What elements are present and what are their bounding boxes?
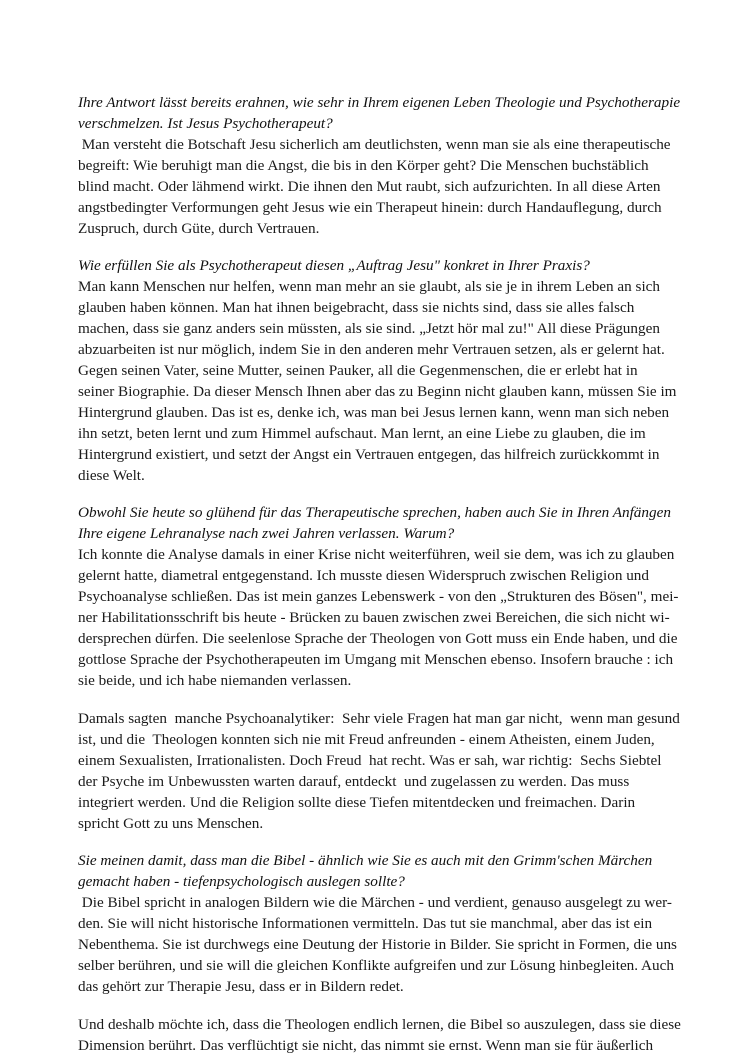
question-line: verschmelzen. Ist Jesus Psychotherapeut? — [78, 115, 333, 132]
answer-line: integriert werden. Und die Religion sollte diese Tiefen mitentdecken und freimachen. Darin — [78, 794, 636, 811]
answer-line: Hintergrund glauben. Das ist es, denke ich, was man bei Jesus lernen kann, wenn man sich neben — [78, 404, 670, 421]
answer-line: Nebenthema. Sie ist durchwegs eine Deutung der Historie in Bilder. Sie spricht in Formen, die uns — [78, 936, 677, 953]
answer-line: seiner Biographie. Da dieser Mensch Ihnen aber das zu Beginn nicht glauben kann, müssen Sie im — [78, 383, 677, 400]
answer-line: gelernt hatte, diametral entgegenstand. Ich musste diesen Widerspruch zwischen Religion und — [78, 567, 649, 584]
answer-line: sie beide, und ich habe niemanden verlassen. — [78, 672, 352, 689]
answer-4 — [78, 892, 718, 997]
question-4 — [78, 850, 718, 892]
question-2 — [78, 255, 718, 276]
answer-line: ihn setzt, beten lernt und zum Himmel aufschaut. Man lernt, an eine Liebe zu glauben, die im — [78, 425, 646, 442]
answer-line: der Psyche im Unbewussten warten darauf, entdeckt und zugelassen zu werden. Das muss — [78, 773, 630, 790]
question-3 — [78, 502, 718, 544]
answer-line: Ich konnte die Analyse damals in einer Krise nicht weiterführen, weil sie dem, was ich zu glauben — [78, 546, 675, 563]
question-line: Obwohl Sie heute so glühend für das Therapeutische sprechen, haben auch Sie in Ihren Anfängen — [78, 504, 671, 521]
answer-line: das gehört zur Therapie Jesu, dass er in Bildern redet. — [78, 978, 404, 995]
question-line: Ihre eigene Lehranalyse nach zwei Jahren verlassen. Warum? — [78, 525, 455, 542]
answer-line: Gegen seinen Vater, seine Mutter, seinen Pauker, all die Gegenmenschen, die er erlebt hat in — [78, 362, 638, 379]
answer-line: spricht Gott zu uns Menschen. — [78, 815, 264, 832]
answer-4-continued — [78, 1014, 718, 1056]
answer-line: dersprechen dürfen. Die seelenlose Sprache der Theologen von Gott muss ein Ende haben, und die — [78, 630, 678, 647]
answer-1 — [78, 134, 718, 239]
answer-line: Damals sagten manche Psychoanalytiker: Sehr viele Fragen hat man gar nicht, wenn man gesund — [78, 710, 680, 727]
answer-line: einem Sexualisten, Irrationalisten. Doch Freud hat recht. Was er sah, war richtig: Sechs Siebtel — [78, 752, 662, 769]
answer-line: angstbedingter Verformungen geht Jesus wie ein Therapeut hinein: durch Handauflegung, durch — [78, 199, 662, 216]
answer-line: machen, dass sie ganz anders sein müssten, als sie sind. „Jetzt hör mal zu!" All diese Prägungen — [78, 320, 660, 337]
answer-line: diese Welt. — [78, 467, 145, 484]
answer-line: Und deshalb möchte ich, dass die Theologen endlich lernen, die Bibel so auszulegen, dass sie diese — [78, 1016, 681, 1033]
answer-line: gottlose Sprache der Psychotherapeuten im Umgang mit Menschen ebenso. Insofern brauche : ich — [78, 651, 674, 668]
answer-line: Man versteht die Botschaft Jesu sicherlich am deutlichsten, wenn man sie als eine therapeutische — [78, 136, 671, 153]
question-line: Sie meinen damit, dass man die Bibel - ähnlich wie Sie es auch mit den Grimm'schen Märchen — [78, 852, 653, 869]
answer-2 — [78, 276, 718, 486]
answer-line: Dimension berührt. Das verflüchtigt sie nicht, das nimmt sie ernst. Wenn man sie für äußerlich — [78, 1037, 654, 1054]
answer-line: blind macht. Oder lähmend wirkt. Die ihnen den Mut raubt, sich aufzurichten. In all diese Arten — [78, 178, 661, 195]
answer-line: ist, und die Theologen konnten sich nie mit Freud anfreunden - einem Atheisten, einem Juden, — [78, 731, 655, 748]
answer-line: glauben haben können. Man hat ihnen beigebracht, dass sie nichts sind, dass sie alles falsch — [78, 299, 635, 316]
answer-3 — [78, 544, 718, 691]
question-line: gemacht haben - tiefenpsychologisch auslegen sollte? — [78, 873, 405, 890]
answer-line: den. Sie will nicht historische Informationen vermitteln. Das tut sie manchmal, aber das ist ein — [78, 915, 653, 932]
question-1 — [78, 92, 718, 134]
answer-line: begreift: Wie beruhigt man die Angst, die bis in den Körper geht? Die Menschen buchstäblich — [78, 157, 649, 174]
answer-line: Hintergrund existiert, und setzt der Angst ein Vertrauen entgegen, das hilfreich zurückkommt in — [78, 446, 660, 463]
question-line: Wie erfüllen Sie als Psychotherapeut diesen „Auftrag Jesu" konkret in Ihrer Praxis? — [78, 257, 590, 274]
answer-3-continued — [78, 708, 718, 834]
answer-line: Psychoanalyse schließen. Das ist mein ganzes Lebenswerk - von den „Strukturen des Bösen", mei- — [78, 588, 679, 605]
question-line: Ihre Antwort lässt bereits erahnen, wie sehr in Ihrem eigenen Leben Theologie und Psychotherapie — [78, 94, 681, 111]
answer-line: Man kann Menschen nur helfen, wenn man mehr an sie glaubt, als sie je in ihrem Leben an sich — [78, 278, 661, 295]
answer-line: abzuarbeiten ist nur möglich, indem Sie in den anderen mehr Vertrauen setzen, als er gelernt hat. — [78, 341, 665, 358]
answer-line: Zuspruch, durch Güte, durch Vertrauen. — [78, 220, 320, 237]
document-page — [78, 92, 718, 1056]
answer-line: selber berühren, und sie will die gleichen Konflikte aufgreifen und zur Lösung hinbegleiten. Auch — [78, 957, 674, 974]
answer-line: ner Habilitationsschrift bis heute - Brücken zu bauen zwischen zwei Bereichen, die sich nicht wi- — [78, 609, 670, 626]
answer-line: Die Bibel spricht in analogen Bildern wie die Märchen - und verdient, genauso ausgelegt zu wer- — [78, 894, 672, 911]
